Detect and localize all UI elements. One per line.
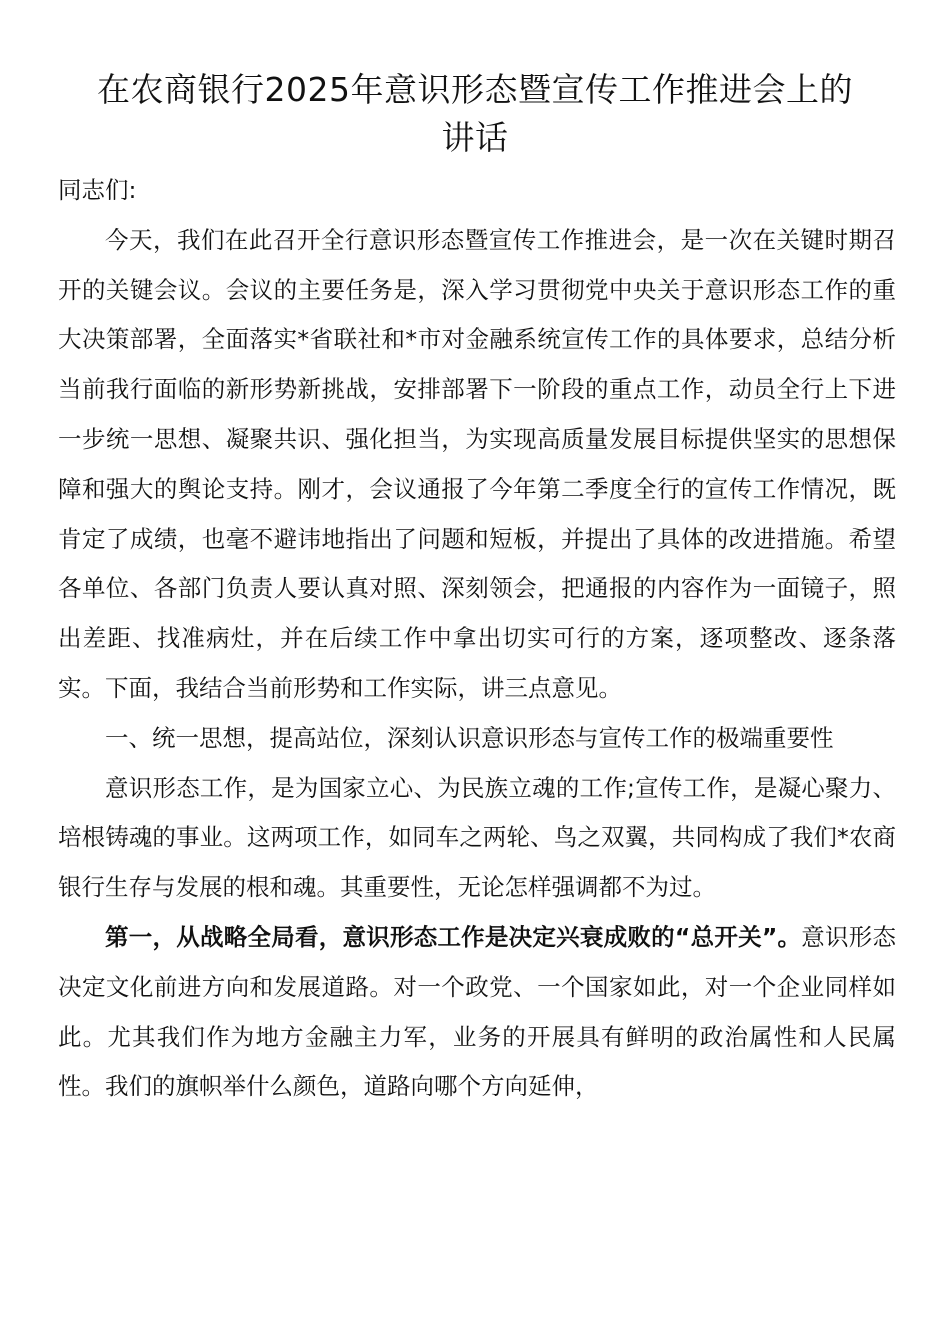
point-1-text: 意识形态决定文化前进方向和发展道路。对一个政党、一个国家如此，对一个企业同样如此。尤其我们作为地方金融主力军，业务的开展具有鲜明的政治属性和人民属性。我们的旗帜举什么颜色，道路向哪个方向延伸，	[58, 922, 897, 1101]
point-1-lead: 第一，从战略全局看，意识形态工作是决定兴衰成败的“总开关”。	[105, 922, 802, 951]
document-title-line1: 在农商银行2025年意识形态暨宣传工作推进会上的	[97, 70, 853, 109]
salutation: 同志们:	[58, 176, 137, 204]
document-body	[58, 166, 896, 1112]
paragraph-importance: 意识形态工作，是为国家立心、为民族立魂的工作;宣传工作，是凝心聚力、培根铸魂的事业。这两项工作，如同车之两轮、鸟之双翼，共同构成了我们*农商银行生存与发展的根和魂。其重要性，无论怎样强调都不为过。	[58, 773, 896, 902]
document-title-line2: 讲话	[441, 118, 509, 157]
section-heading-1: 一、统一思想，提高站位，深刻认识意识形态与宣传工作的极端重要性	[105, 723, 834, 752]
paragraph-introduction: 今天，我们在此召开全行意识形态暨宣传工作推进会，是一次在关键时期召开的关键会议。会议的主要任务是，深入学习贯彻党中央关于意识形态工作的重大决策部署，全面落实*省联社和*市对金融系统宣传工作的具体要求，总结分析当前我行面临的新形势新挑战，安排部署下一阶段的重点工作，动员全行上下进一步统一思想、凝聚共识、强化担当，为实现高质量发展目标提供坚实的思想保障和强大的舆论支持。刚才，会议通报了今年第二季度全行的宣传工作情况，既肯定了成绩，也毫不避讳地指出了问题和短板，并提出了具体的改进措施。希望各单位、各部门负责人要认真对照、深刻领会，把通报的内容作为一面镜子，照出差距、找准病灶，并在后续工作中拿出切实可行的方案，逐项整改、逐条落实。下面，我结合当前形势和工作实际，讲三点意见。	[58, 225, 896, 702]
paragraph-point-1	[58, 913, 896, 1112]
